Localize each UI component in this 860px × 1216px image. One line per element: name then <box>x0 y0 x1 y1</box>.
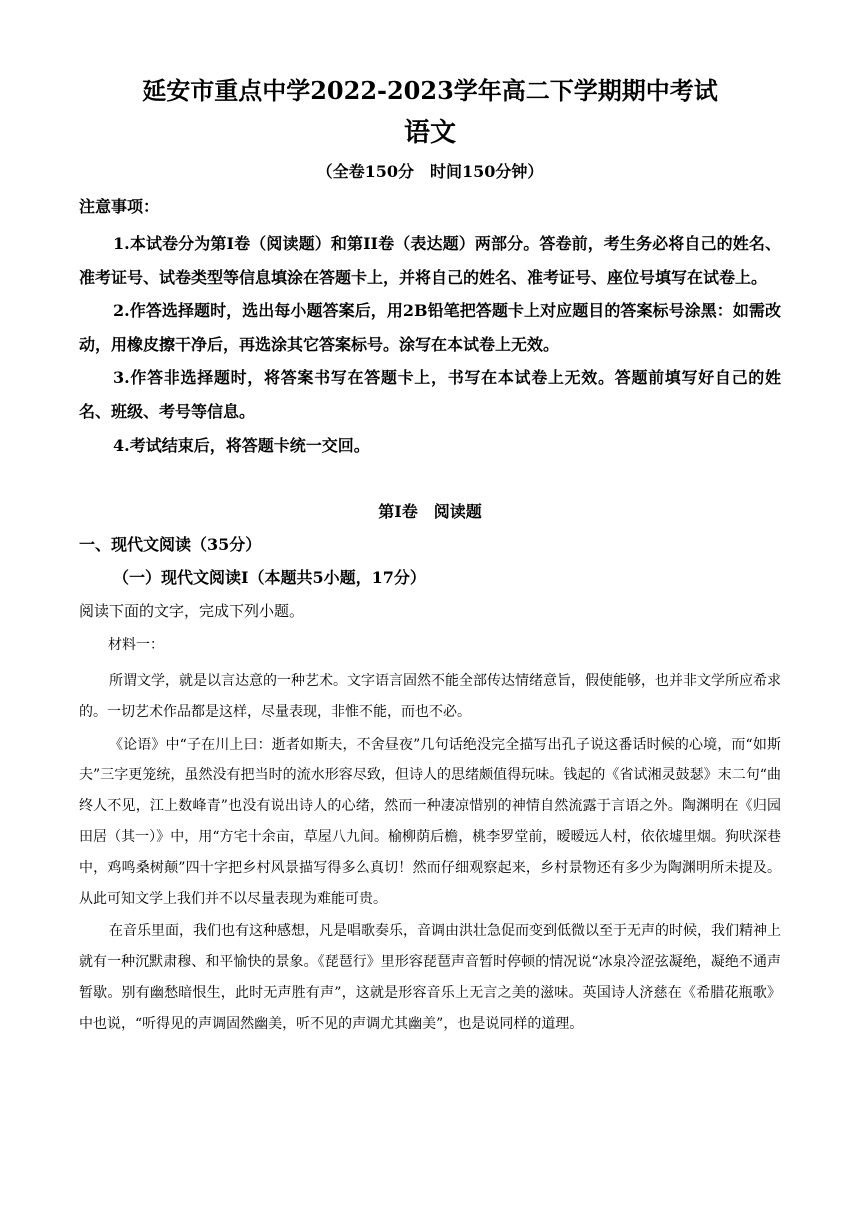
reading-passage <box>79 666 781 1042</box>
passage-paragraph-2: 《论语》中“子在川上曰：逝者如斯夫，不舍昼夜”几句话绝没完全描写出孔子说这番话时候的心境，而“如斯夫”三字更笼统，虽然没有把当时的流水形容尽致，但诗人的思绪颇值得玩味。钱起的《省试湘灵鼓瑟》末二句“曲终人不见，江上数峰青”也没有说出诗人的心绪，然而一种凄凉惜别的神情自然流露于言语之外。陶渊明在《归园田居（其一）》中，用“方宅十余亩，草屋八九间。榆柳荫后檐，桃李罗堂前，暧暧远人村，依依墟里烟。狗吠深巷中，鸡鸣桑树颠”四十字把乡村风景描写得多么真切！然而仔细观察起来，乡村景物还有多少为陶渊明所未提及。从此可知文学上我们并不以尽量表现为难能可贵。 <box>79 736 781 907</box>
notice-item-2: 2.作答选择题时，选出每小题答案后，用2B铅笔把答题卡上对应题目的答案标号涂黑：如需改动，用橡皮擦干净后，再选涂其它答案标号。涂写在本试卷上无效。 <box>79 301 781 354</box>
subsection-title: （一）现代文阅读Ⅰ（本题共5小题，17分） <box>113 568 426 587</box>
notice-item-3: 3.作答非选择题时，将答案书写在答题卡上，书写在本试卷上无效。答题前填写好自己的姓名、班级、考号等信息。 <box>79 368 781 421</box>
subject-title: 语文 <box>403 118 456 148</box>
reading-instruction: 阅读下面的文字，完成下列小题。 <box>79 602 305 620</box>
passage-paragraph-1: 所谓文学，就是以言达意的一种艺术。文字语言固然不能全部传达情绪意旨，假使能够，也并非文学所应希求的。一切艺术作品都是这样，尽量表现，非惟不能，而也不必。 <box>79 673 781 720</box>
notice-heading: 注意事项： <box>79 197 160 216</box>
volume-title: 第Ⅰ卷 阅读题 <box>378 502 482 521</box>
material-label: 材料一： <box>108 637 164 653</box>
notice-list <box>79 227 781 462</box>
exam-title: 延安市重点中学2022-2023学年高二下学期期中考试 <box>142 76 718 105</box>
notice-item-4: 4.考试结束后，将答题卡统一交回。 <box>113 435 370 455</box>
exam-info: （全卷150分 时间150分钟） <box>316 162 544 181</box>
passage-paragraph-3: 在音乐里面，我们也有这种感想，凡是唱歌奏乐，音调由洪壮急促而变到低微以至于无声的时候，我们精神上就有一种沉默肃穆、和平愉快的景象。《琵琶行》里形容琵琶声音暂时停顿的情况说“冰泉冷涩弦凝绝，凝绝不通声暂歇。别有幽愁暗恨生，此时无声胜有声”，这就是形容音乐上无言之美的滋味。英国诗人济慈在《希腊花瓶歌》中也说，“听得见的声调固然幽美，听不见的声调尤其幽美”，也是说同样的道理。 <box>79 923 781 1032</box>
notice-item-1: 1.本试卷分为第Ⅰ卷（阅读题）和第II卷（表达题）两部分。答卷前，考生务必将自己的姓名、准考证号、试卷类型等信息填涂在答题卡上，并将自己的姓名、准考证号、座位号填写在试卷上。 <box>79 234 781 287</box>
section-title: 一、现代文阅读（35分） <box>79 535 262 554</box>
